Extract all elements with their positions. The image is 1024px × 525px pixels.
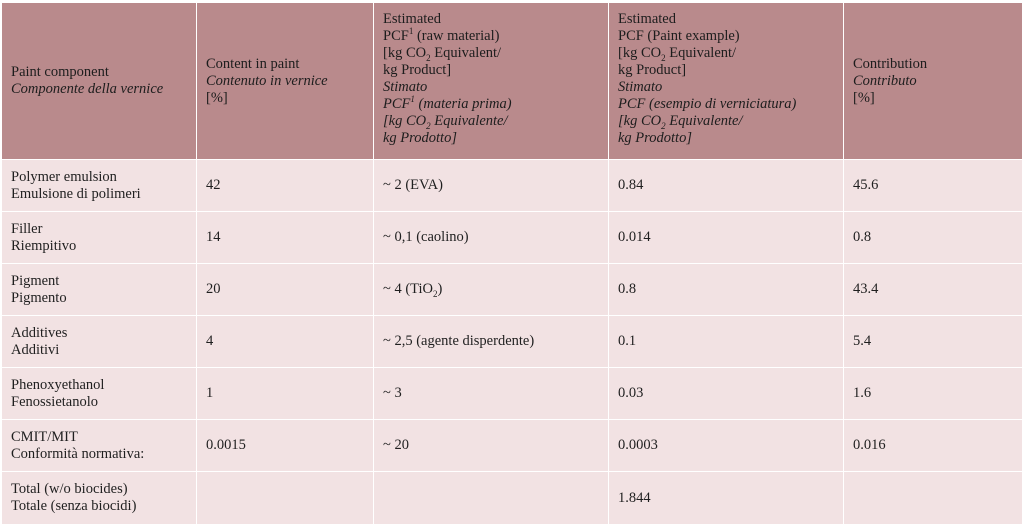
cell-total-pcf-raw	[374, 472, 609, 525]
cell-contribution: 5.4	[844, 316, 1023, 368]
cell-content: 4	[197, 316, 374, 368]
cell-total-contribution	[844, 472, 1023, 525]
cell-total-pcf-paint: 1.844	[609, 472, 844, 525]
cell-total-label: Total (w/o biocides) Totale (senza biocidi)	[2, 472, 197, 525]
header-content-unit: [%]	[206, 89, 228, 106]
table-row	[2, 212, 1023, 264]
cell-content: 14	[197, 212, 374, 264]
cell-pcf-paint: 0.03	[609, 368, 844, 420]
header-pcf-paint-it-4: kg Prodotto]	[618, 130, 692, 146]
header-pcf-paint	[609, 3, 844, 160]
cell-component: Filler Riempitivo	[2, 212, 197, 264]
header-pcf-raw-it-4: kg Prodotto]	[383, 130, 457, 146]
cell-pcf-paint: 0.014	[609, 212, 844, 264]
cell-pcf-raw: ~ 4 (TiO$_2$)	[374, 264, 609, 316]
header-pcf-paint-en-3: [kg $CO_2$ Equivalent/	[618, 45, 737, 63]
cell-component: Polymer emulsion Emulsione di polimeri	[2, 160, 197, 212]
header-pcf-raw-en-2: PCF$^1$ (raw material)	[383, 26, 500, 44]
header-pcf-raw-en-1: Estimated	[383, 11, 441, 27]
cell-pcf-raw: ~ 20	[374, 420, 609, 472]
header-pcf-raw-it-3: [kg $CO_2$ Equivalente/	[383, 113, 508, 131]
cell-content: 20	[197, 264, 374, 316]
cell-content: 0.0015	[197, 420, 374, 472]
header-contribution-unit: [%]	[853, 89, 875, 106]
cell-contribution: 43.4	[844, 264, 1023, 316]
header-pcf-paint-en-4: kg Product]	[618, 62, 687, 78]
header-pcf-paint-en-2: PCF (Paint example)	[618, 28, 740, 44]
header-pcf-raw-it-1: Stimato	[383, 79, 428, 95]
cell-contribution: 45.6	[844, 160, 1023, 212]
cell-contribution: 0.8	[844, 212, 1023, 264]
cell-pcf-raw: ~ 2,5 (agente disperdente)	[374, 316, 609, 368]
header-component-en: Paint component	[11, 64, 109, 80]
table-row	[2, 316, 1023, 368]
table-row	[2, 160, 1023, 212]
cell-content: 1	[197, 368, 374, 420]
header-row	[2, 3, 1023, 160]
header-pcf-raw	[374, 3, 609, 160]
cell-contribution: 1.6	[844, 368, 1023, 420]
total-row	[2, 472, 1023, 525]
header-pcf-raw-it-2: PCF$^1$ (materia prima)	[383, 94, 512, 112]
cell-component: Additives Additivi	[2, 316, 197, 368]
header-component-it: Componente della vernice	[11, 81, 164, 97]
cell-pcf-paint: 0.0003	[609, 420, 844, 472]
cell-total-content	[197, 472, 374, 525]
pcf-table	[1, 2, 1023, 525]
header-component	[2, 3, 197, 160]
cell-component: CMIT/MIT Conformità normativa:	[2, 420, 197, 472]
header-contribution	[844, 3, 1023, 160]
cell-content: 42	[197, 160, 374, 212]
header-pcf-paint-en-1: Estimated	[618, 11, 676, 27]
header-pcf-raw-en-4: kg Product]	[383, 62, 452, 78]
header-pcf-paint-it-1: Stimato	[618, 79, 663, 95]
table-row	[2, 420, 1023, 472]
table-row	[2, 368, 1023, 420]
header-pcf-paint-it-2: PCF (esempio di verniciatura)	[618, 96, 797, 112]
cell-pcf-raw: ~ 0,1 (caolino)	[374, 212, 609, 264]
header-contribution-it: Contributo	[853, 72, 917, 89]
cell-pcf-raw: ~ 3	[374, 368, 609, 420]
cell-pcf-paint: 0.8	[609, 264, 844, 316]
cell-component: Pigment Pigmento	[2, 264, 197, 316]
header-pcf-paint-it-3: [kg $CO_2$ Equivalente/	[618, 113, 743, 131]
cell-component: Phenoxyethanol Fenossietanolo	[2, 368, 197, 420]
header-content-en: Content in paint	[206, 55, 300, 72]
header-pcf-raw-en-3: [kg $CO_2$ Equivalent/	[383, 45, 502, 63]
header-content	[197, 3, 374, 160]
cell-pcf-paint: 0.1	[609, 316, 844, 368]
cell-contribution: 0.016	[844, 420, 1023, 472]
table-row	[2, 264, 1023, 316]
cell-pcf-raw: ~ 2 (EVA)	[374, 160, 609, 212]
cell-pcf-paint: 0.84	[609, 160, 844, 212]
header-content-it: Contenuto in vernice	[206, 72, 328, 89]
header-contribution-en: Contribution	[853, 55, 928, 72]
